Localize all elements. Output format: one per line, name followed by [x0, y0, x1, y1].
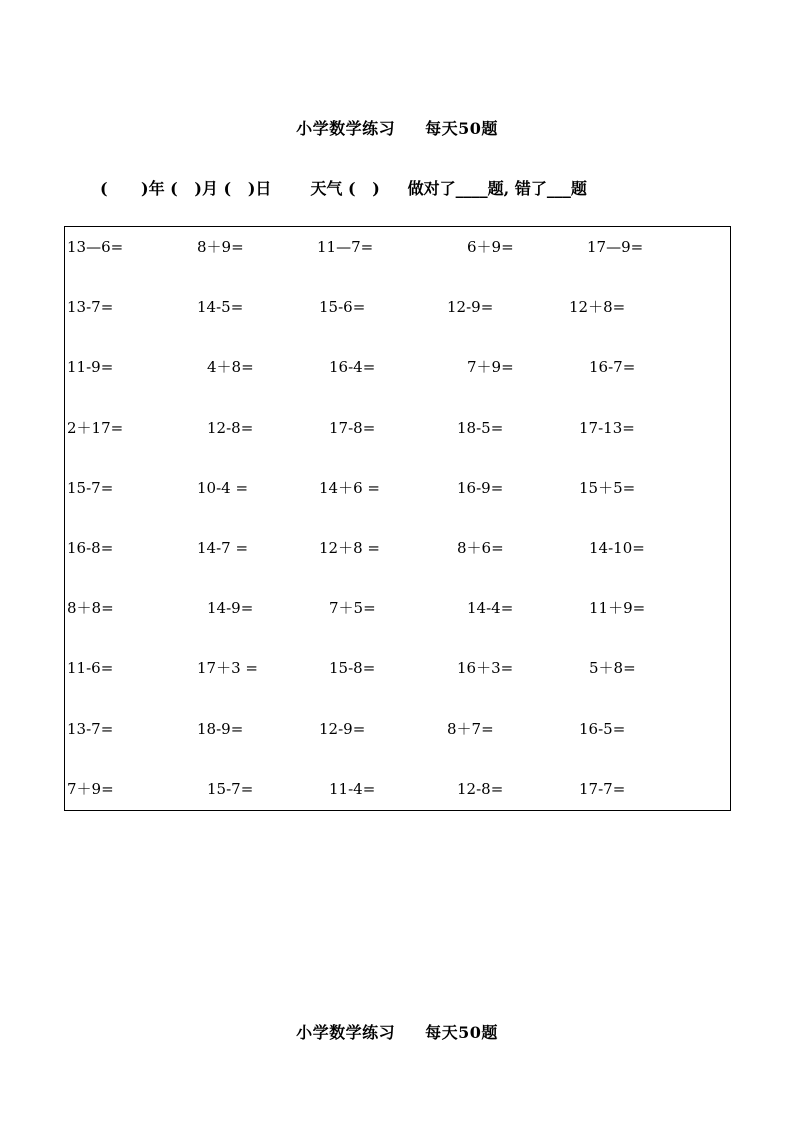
problem-r4-c5: 17-13= [579, 419, 635, 437]
problem-r9-c2: 18-9= [197, 720, 244, 738]
problem-r7-c5: 11＋9= [589, 599, 646, 617]
problem-r4-c2: 12-8= [207, 419, 254, 437]
worksheet-title [0, 116, 794, 139]
problem-r9-c4: 8＋7= [447, 720, 494, 738]
problem-r7-c3: 7＋5= [329, 599, 376, 617]
problem-r7-c2: 14-9= [207, 599, 254, 617]
problem-r3-c3: 16-4= [329, 358, 376, 376]
problem-r10-c4: 12-8= [457, 780, 504, 798]
worksheet-title-next-page [0, 1020, 794, 1043]
problem-r1-c2: 8＋9= [197, 238, 244, 256]
problem-r10-c5: 17-7= [579, 780, 626, 798]
problem-r8-c3: 15-8= [329, 659, 376, 677]
problem-r2-c5: 12＋8= [569, 298, 626, 316]
problem-r4-c4: 18-5= [457, 419, 504, 437]
problem-r8-c4: 16＋3= [457, 659, 514, 677]
problem-r6-c2: 14-7 = [197, 539, 249, 557]
problem-r5-c1: 15-7= [67, 479, 114, 497]
problem-r6-c5: 14-10= [589, 539, 645, 557]
problem-r3-c5: 16-7= [589, 358, 636, 376]
problem-r1-c5: 17—9= [587, 238, 644, 256]
problem-r4-c3: 17-8= [329, 419, 376, 437]
problem-r8-c1: 11-6= [67, 659, 114, 677]
problem-r9-c3: 12-9= [319, 720, 366, 738]
problem-r1-c4: 6＋9= [467, 238, 514, 256]
problem-r3-c1: 11-9= [67, 358, 114, 376]
problem-r1-c1: 13—6= [67, 238, 124, 256]
title-main: 小学数学练习 [296, 1023, 396, 1042]
problem-r4-c1: 2＋17= [67, 419, 124, 437]
problem-r6-c1: 16-8= [67, 539, 114, 557]
problem-r2-c3: 15-6= [319, 298, 366, 316]
date-weather-score-line: ( )年 ( )月 ( )日 天气 ( ) 做对了____题, 错了___题 [100, 179, 587, 198]
problem-r8-c5: 5＋8= [589, 659, 636, 677]
problem-r10-c1: 7＋9= [67, 780, 114, 798]
problem-r2-c1: 13-7= [67, 298, 114, 316]
problem-r9-c5: 16-5= [579, 720, 626, 738]
problem-r6-c4: 8＋6= [457, 539, 504, 557]
title-sub: 每天50题 [425, 119, 498, 138]
problem-r3-c4: 7＋9= [467, 358, 514, 376]
problem-grid [64, 226, 731, 811]
title-main: 小学数学练习 [296, 119, 396, 138]
problem-r7-c1: 8＋8= [67, 599, 114, 617]
problem-r5-c2: 10-4 = [197, 479, 249, 497]
title-sub: 每天50题 [425, 1023, 498, 1042]
problem-r10-c3: 11-4= [329, 780, 376, 798]
problem-r6-c3: 12＋8 = [319, 539, 380, 557]
problem-r8-c2: 17＋3 = [197, 659, 258, 677]
problem-r5-c5: 15＋5= [579, 479, 636, 497]
problem-r1-c3: 11—7= [317, 238, 374, 256]
problem-r5-c3: 14＋6 = [319, 479, 380, 497]
problem-r2-c2: 14-5= [197, 298, 244, 316]
problem-r10-c2: 15-7= [207, 780, 254, 798]
problem-r7-c4: 14-4= [467, 599, 514, 617]
problem-r9-c1: 13-7= [67, 720, 114, 738]
problem-r5-c4: 16-9= [457, 479, 504, 497]
problem-r3-c2: 4＋8= [207, 358, 254, 376]
problem-r2-c4: 12-9= [447, 298, 494, 316]
